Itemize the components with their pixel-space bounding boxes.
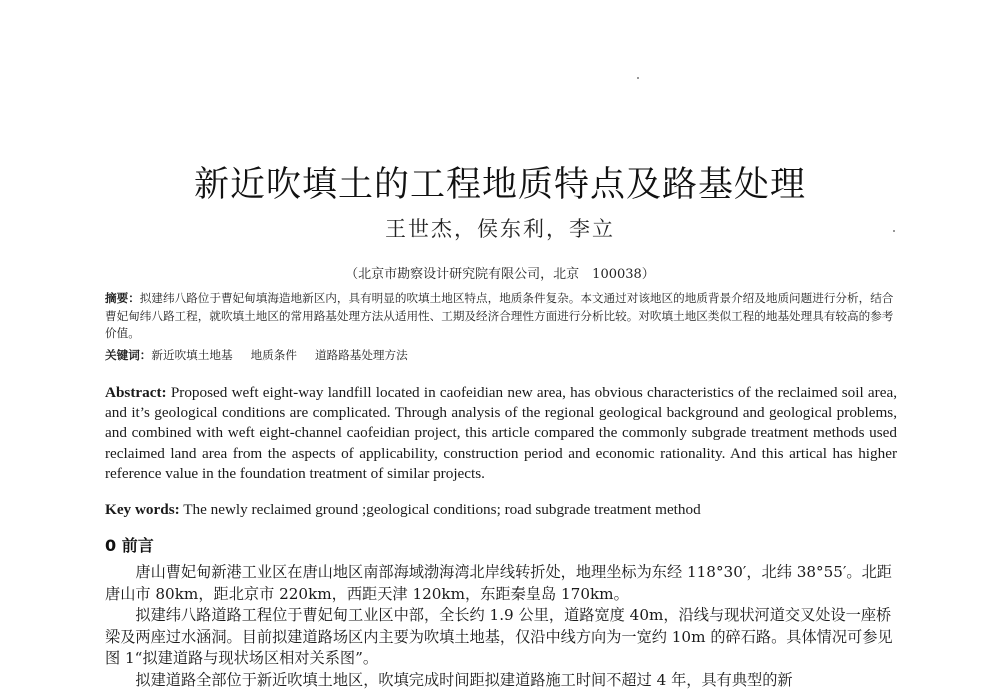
english-keywords <box>105 501 897 519</box>
chinese-abstract-text: 拟建纬八路位于曹妃甸填海造地新区内，具有明显的吹填土地区特点，地质条件复杂。本文通过对该地区的地质背景介绍及地质问题进行分析，结合曹妃甸纬八路工程，就吹填土地区的常用路基处理方法从适用性、工期及经济合理性方面进行分析比较。对吹填土地区类似工程的地基处理具有较高的参考价值。 <box>105 291 893 340</box>
english-abstract-text: Proposed weft eight-way landfill located in caofeidian new area, has obvious characteristics of the reclaimed soil area, and it’s geological conditions are complicated. Through analysis of the regional geological background and geological problems, and combined with weft eight-channel caofeidian project, this article compared the commonly subgrade treatment methods used reclaimed land area from the aspects of applicability, construction period and economic rationality. And this artical has higher reference value in the foundation treatment of similar projects. <box>105 384 897 482</box>
chinese-abstract-label: 摘要： <box>105 291 140 305</box>
body-paragraph: 唐山曹妃甸新港工业区在唐山地区南部海域渤海湾北岸线转折处，地理坐标为东经 118°30′，北纬 38°55′。北距唐山市 80km，距北京市 220km，西距天津 120km，东距秦皇岛 170km。 <box>105 562 895 605</box>
chinese-keyword: 新近吹填土地基 <box>151 348 232 362</box>
english-keywords-text: The newly reclaimed ground ;geological conditions; road subgrade treatment method <box>183 501 700 518</box>
chinese-keyword: 地质条件 <box>251 348 297 362</box>
english-abstract <box>105 383 897 484</box>
chinese-keyword: 道路路基处理方法 <box>315 348 408 362</box>
body-paragraph: 拟建纬八路道路工程位于曹妃甸工业区中部，全长约 1.9 公里，道路宽度 40m，沿线与现状河道交叉处设一座桥梁及两座过水涵洞。目前拟建道路场区内主要为吹填土地基，仅沿中线方向为一宽约 10m 的碎石路。具体情况可参见图 1“拟建道路与现状场区相对关系图”。 <box>105 605 895 670</box>
body-paragraph: 拟建道路全部位于新近吹填土地区，吹填完成时间距拟建道路施工时间不超过 4 年，具有典型的新 <box>105 670 895 691</box>
scan-speck <box>637 77 639 79</box>
affiliation: （北京市勘察设计研究院有限公司，北京 100038） <box>0 263 1000 282</box>
chinese-keywords-label: 关键词： <box>105 348 151 362</box>
paper-title: 新近吹填土的工程地质特点及路基处理 <box>0 157 1000 207</box>
body-text <box>105 562 895 691</box>
english-keywords-label: Key words: <box>105 501 180 518</box>
author-list: 王世杰，侯东利，李立 <box>0 213 1000 243</box>
section-heading: 0 前言 <box>105 533 154 556</box>
chinese-abstract <box>105 290 895 343</box>
chinese-keywords <box>105 347 895 363</box>
english-abstract-label: Abstract: <box>105 384 167 401</box>
